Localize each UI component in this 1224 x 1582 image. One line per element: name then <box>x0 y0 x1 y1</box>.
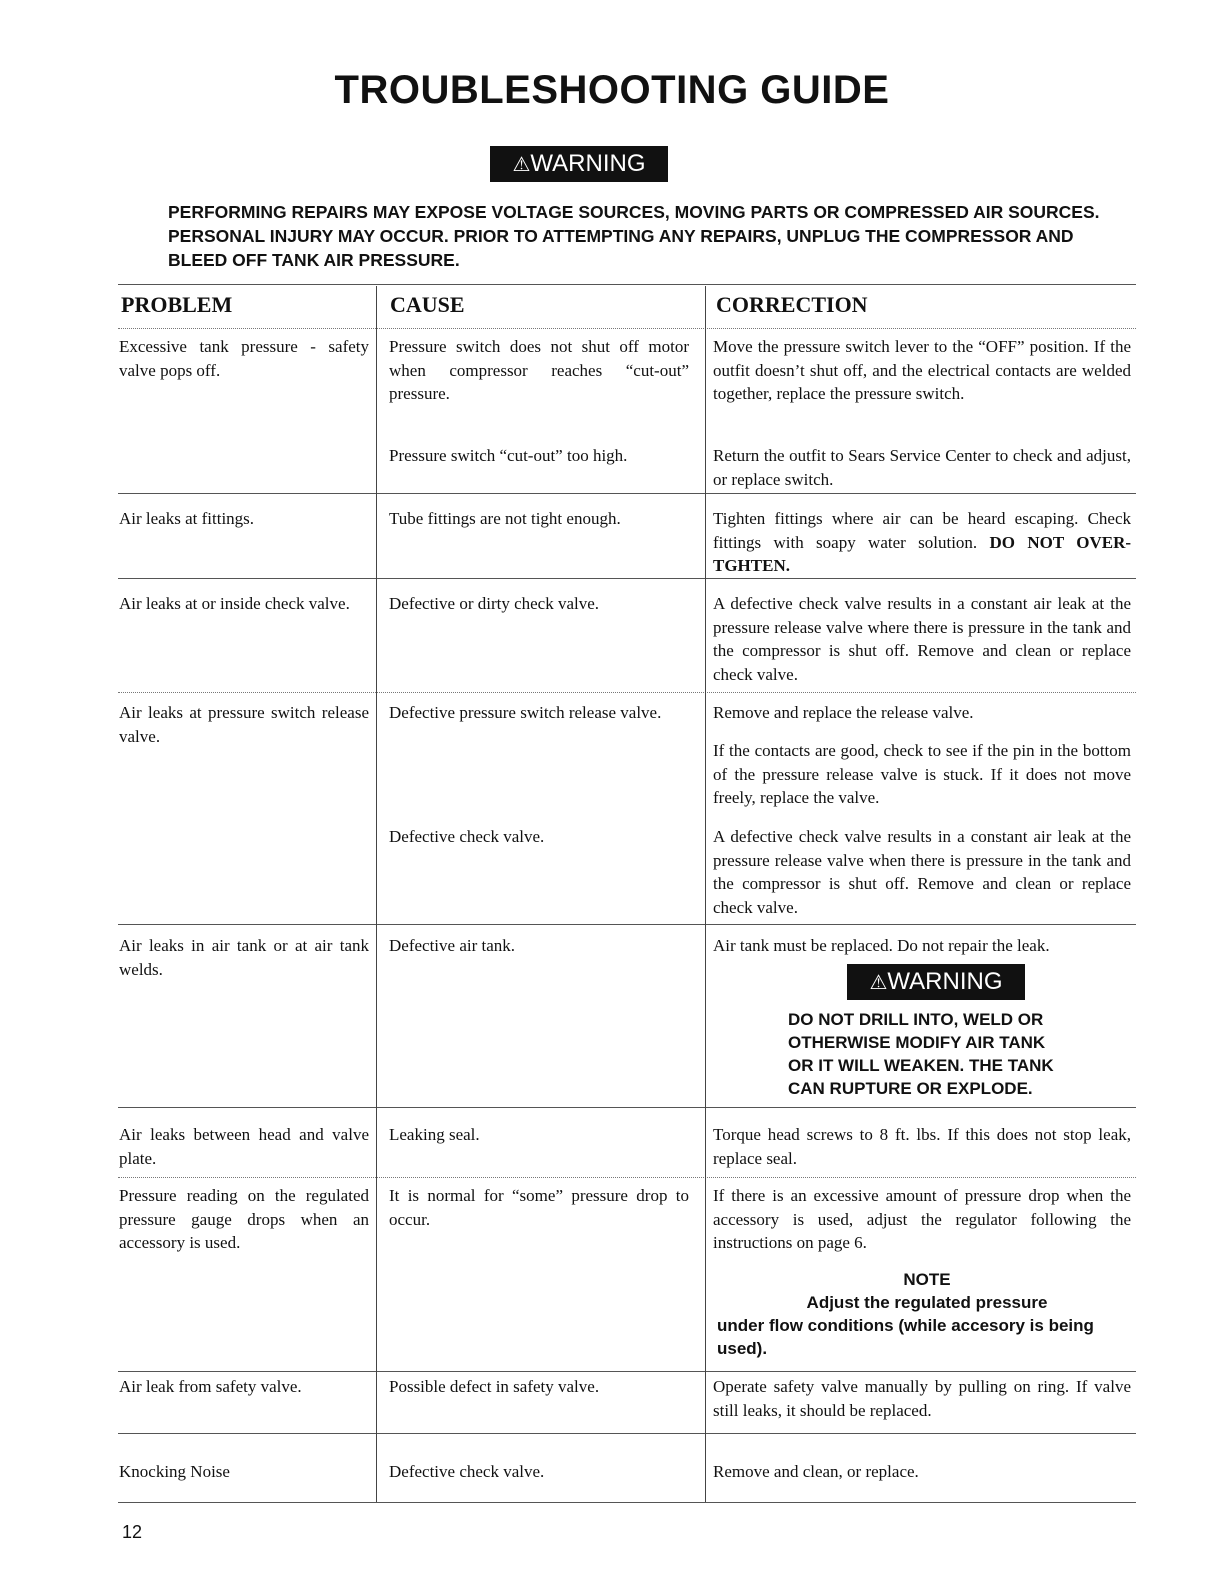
row-divider <box>118 1107 1136 1108</box>
row-divider <box>118 692 1136 693</box>
row-problem: Air leak from safety valve. <box>119 1377 302 1396</box>
row-problem: Knocking Noise <box>119 1462 230 1481</box>
correction-text: Tighten fittings where air can be heard escaping. Check fittings with soapy water solution. <box>713 509 1131 552</box>
row-correction: Return the outfit to Sears Service Center to check and adjust, or replace switch. <box>713 446 1131 489</box>
row-correction: A defective check valve results in a constant air leak at the pressure release valve when there is pressure in the tank and the compressor is shut off. Remove and clean or replace check valve. <box>713 827 1131 917</box>
column-divider <box>376 286 377 1502</box>
row-problem: Air leaks at pressure switch release valve. <box>119 703 369 746</box>
table-bottom-rule <box>118 1502 1136 1503</box>
row-correction: Air tank must be replaced. Do not repair the leak. <box>713 936 1050 955</box>
row-problem: Pressure reading on the regulated pressure gauge drops when an accessory is used. <box>119 1186 369 1253</box>
note-line: Adjust the regulated pressure <box>806 1293 1048 1312</box>
row-correction: Remove and clean, or replace. <box>713 1462 919 1481</box>
tank-warning-text <box>788 1008 1128 1100</box>
row-problem: Air leaks between head and valve plate. <box>119 1125 369 1168</box>
warning-triangle-icon: ⚠ <box>869 972 888 994</box>
page-number: 12 <box>122 1522 143 1542</box>
row-problem: Air leaks at fittings. <box>119 509 255 528</box>
row-divider <box>118 578 1136 579</box>
correction-emphasis: DO NOT OVER-TGHTEN. <box>713 532 1132 576</box>
row-cause: Leaking seal. <box>389 1125 480 1144</box>
tank-warning-banner <box>847 964 1025 1000</box>
page-title: TROUBLESHOOTING GUIDE <box>334 68 890 112</box>
table-top-rule <box>118 284 1136 285</box>
warning-line: OR IT WILL WEAKEN. THE TANK <box>788 1056 1054 1075</box>
row-cause: It is normal for “some” pressure drop to occur. <box>389 1186 689 1229</box>
row-cause: Possible defect in safety valve. <box>389 1377 600 1396</box>
note-line: under flow conditions (while accesory is being used). <box>717 1316 1094 1358</box>
row-problem: Excessive tank pressure - safety valve pops off. <box>119 337 369 380</box>
header-correction: CORRECTION <box>716 292 868 317</box>
row-cause: Defective pressure switch release valve. <box>389 703 662 722</box>
row-correction: If there is an excessive amount of pressure drop when the accessory is used, adjust the regulator following the instructions on page 6. <box>713 1186 1131 1253</box>
row-cause: Tube fittings are not tight enough. <box>389 509 621 528</box>
header-rule <box>118 328 1136 329</box>
row-divider <box>118 1177 1136 1178</box>
warning-line: DO NOT DRILL INTO, WELD OR <box>788 1010 1044 1029</box>
warning-banner <box>490 146 668 182</box>
warning-line: CAN RUPTURE OR EXPLODE. <box>788 1079 1033 1098</box>
row-correction: If the contacts are good, check to see if the pin in the bottom of the pressure release valve is stuck. If it does not move freely, replace the valve. <box>713 741 1131 808</box>
row-correction: Move the pressure switch lever to the “OFF” position. If the outfit doesn’t shut off, and the electrical contacts are welded together, replace the pressure switch. <box>713 337 1131 404</box>
header-cause: CAUSE <box>390 292 465 317</box>
row-divider <box>118 1433 1136 1434</box>
row-divider <box>118 1371 1136 1372</box>
column-divider <box>705 286 706 1502</box>
row-cause: Defective air tank. <box>389 936 516 955</box>
row-correction <box>713 507 1131 578</box>
row-cause: Pressure switch does not shut off motor when compressor reaches “cut-out” pressure. <box>389 337 689 404</box>
warning-label: WARNING <box>887 968 1003 995</box>
warning-line: OTHERWISE MODIFY AIR TANK <box>788 1033 1046 1052</box>
row-cause: Pressure switch “cut-out” too high. <box>389 446 628 465</box>
note-title: NOTE <box>903 1270 951 1289</box>
header-problem: PROBLEM <box>121 292 233 317</box>
row-divider <box>118 493 1136 494</box>
row-correction: Torque head screws to 8 ft. lbs. If this does not stop leak, replace seal. <box>713 1125 1131 1168</box>
row-cause: Defective check valve. <box>389 827 545 846</box>
row-correction: Operate safety valve manually by pulling on ring. If valve still leaks, it should be replaced. <box>713 1377 1131 1420</box>
warning-triangle-icon: ⚠ <box>512 154 531 176</box>
row-cause: Defective or dirty check valve. <box>389 594 600 613</box>
note-block <box>717 1268 1137 1360</box>
row-problem: Air leaks in air tank or at air tank welds. <box>119 936 369 979</box>
row-divider <box>118 924 1136 925</box>
row-problem: Air leaks at or inside check valve. <box>119 594 350 613</box>
row-correction: A defective check valve results in a constant air leak at the pressure release valve where there is pressure in the tank and the compressor is shut off. Remove and clean or replace check valve. <box>713 594 1131 684</box>
warning-label: WARNING <box>530 150 646 177</box>
row-cause: Defective check valve. <box>389 1462 545 1481</box>
warning-text: PERFORMING REPAIRS MAY EXPOSE VOLTAGE SOURCES, MOVING PARTS OR COMPRESSED AIR SOURCES. PERSONAL INJURY MAY OCCUR. PRIOR TO ATTEMPTING ANY REPAIRS, UNPLUG THE COMPRESSOR AND BLEED OFF TANK AIR PRESSURE. <box>168 202 1100 270</box>
row-correction: Remove and replace the release valve. <box>713 703 974 722</box>
